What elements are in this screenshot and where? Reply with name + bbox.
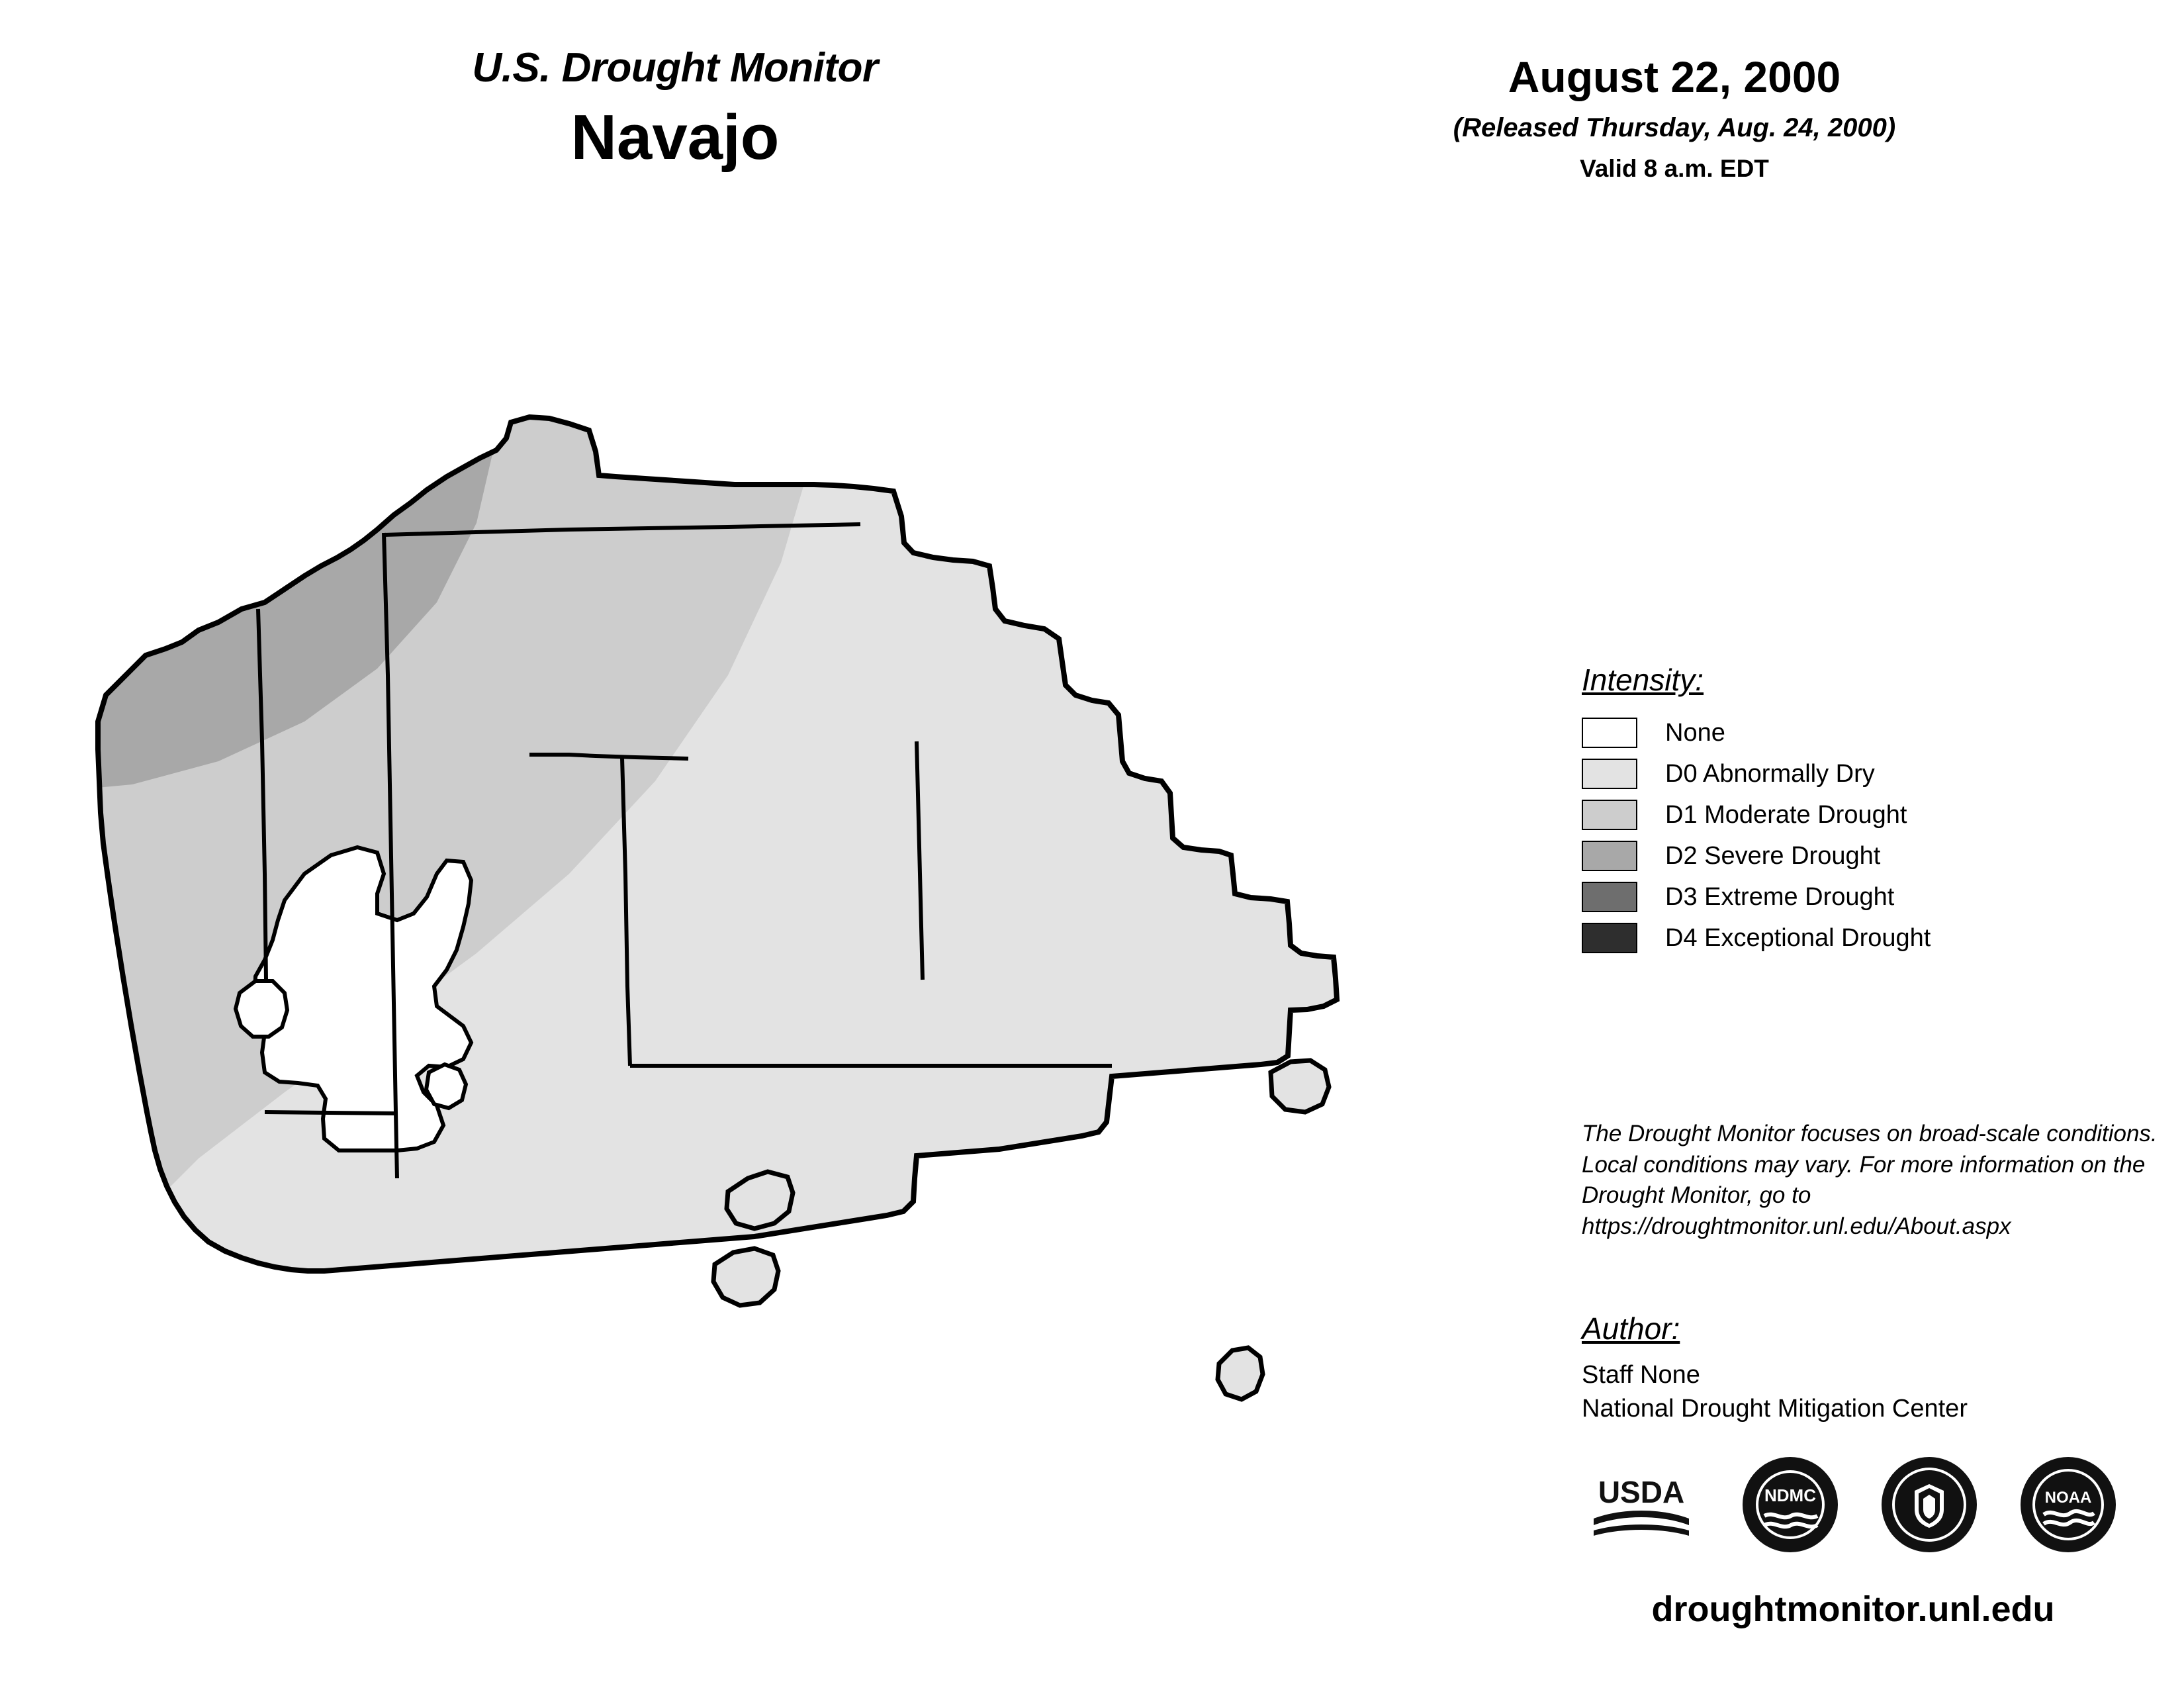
valid-date: August 22, 2000 [1508, 52, 1841, 101]
usdc-logo [1880, 1455, 1979, 1558]
legend-title: Intensity: [1582, 663, 1704, 697]
map-date-block [1310, 53, 2038, 183]
drought-map[interactable] [66, 410, 1496, 1549]
usda-logo [1582, 1462, 1701, 1551]
legend-swatch-none [1582, 718, 1637, 748]
legend [1582, 662, 2111, 959]
author-organization: National Drought Mitigation Center [1582, 1395, 1968, 1423]
legend-label-d2: D2 Severe Drought [1665, 841, 1881, 870]
legend-item-d2[interactable] [1582, 835, 2111, 876]
product-title: U.S. Drought Monitor [472, 45, 878, 91]
legend-swatch-d0 [1582, 759, 1637, 789]
agency-logos [1582, 1443, 2118, 1569]
legend-item-d1[interactable] [1582, 794, 2111, 835]
legend-swatch-d1 [1582, 800, 1637, 830]
legend-label-d0: D0 Abnormally Dry [1665, 759, 1875, 788]
svg-text:USDA: USDA [1598, 1474, 1685, 1509]
legend-label-d1: D1 Moderate Drought [1665, 800, 1907, 829]
disclaimer-text: The Drought Monitor focuses on broad-scale conditions. Local conditions may vary. For more information on the Drought Monitor, go to https://droughtmonitor.unl.edu/About.aspx [1582, 1121, 2158, 1239]
svg-text:NOAA: NOAA [2044, 1488, 2092, 1507]
valid-time: Valid 8 a.m. EDT [1580, 154, 1769, 182]
legend-label-none: None [1665, 718, 1725, 747]
author-heading: Author: [1582, 1311, 1680, 1346]
region-title: Navajo [570, 102, 780, 173]
noaa-logo [2019, 1455, 2118, 1558]
website-url[interactable]: droughtmonitor.unl.edu [1651, 1589, 2055, 1629]
legend-item-d0[interactable] [1582, 753, 2111, 794]
legend-swatch-d4 [1582, 923, 1637, 953]
map-title-block [285, 46, 1066, 174]
legend-label-d3: D3 Extreme Drought [1665, 882, 1895, 911]
legend-swatch-d2 [1582, 841, 1637, 871]
author-block [1582, 1311, 2164, 1427]
legend-swatch-d3 [1582, 882, 1637, 912]
legend-label-d4: D4 Exceptional Drought [1665, 923, 1931, 952]
legend-item-none[interactable] [1582, 712, 2111, 753]
legend-item-d3[interactable] [1582, 876, 2111, 917]
ndmc-logo [1741, 1455, 1840, 1558]
author-name: Staff None [1582, 1361, 1700, 1389]
release-date: (Released Thursday, Aug. 24, 2000) [1453, 113, 1896, 142]
svg-text:NDMC: NDMC [1764, 1485, 1816, 1505]
legend-item-d4[interactable] [1582, 917, 2111, 959]
